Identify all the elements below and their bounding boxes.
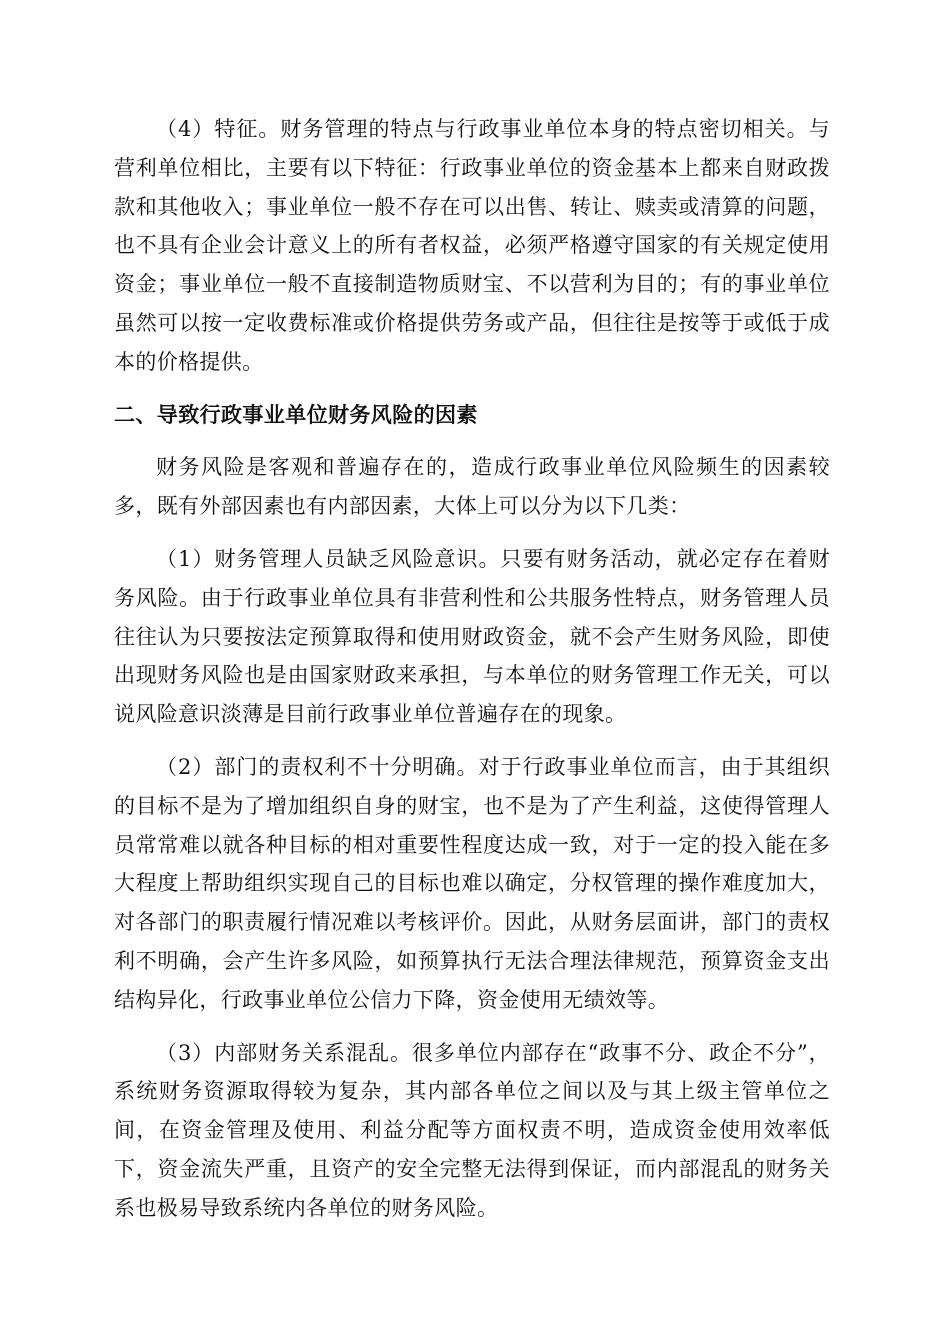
paragraph-features: （4）特征。财务管理的特点与行政事业单位本身的特点密切相关。与营利单位相比，主要有以下特征：行政事业单位的资金基本上都来自财政拨款和其他收入；事业单位一般不存在可以出售、转让、赎卖或清算的问题，也不具有企业会计意义上的所有者权益，必须严格遵守国家的有关规定使用资金；事业单位一般不直接制造物质财宝、不以营利为目的；有的事业单位虽然可以按一定收费标准或价格提供劳务或产品，但往往是按等于或低于成本的价格提供。 <box>114 117 830 374</box>
paragraph-factor-2: （2）部门的责权利不十分明确。对于行政事业单位而言，由于其组织的目标不是为了增加组织自身的财宝，也不是为了产生利益，这使得管理人员常常难以就各种目标的相对重要性程度达成一致，对于一定的投入能在多大程度上帮助组织实现自己的目标也难以确定，分权管理的操作难度加大，对各部门的职责履行情况难以考核评价。因此，从财务层面讲，部门的责权利不明确，会产生许多风险，如预算执行无法合理法律规范，预算资金支出结构异化，行政事业单位公信力下降，资金使用无绩效等。 <box>114 754 830 1012</box>
section-heading: 二、导致行政事业单位财务风险的因素 <box>114 402 478 427</box>
paragraph-intro: 财务风险是客观和普遍存在的，造成行政事业单位风险频生的因素较多，既有外部因素也有内部因素，大体上可以分为以下几类： <box>114 455 830 519</box>
paragraph-factor-1: （1）财务管理人员缺乏风险意识。只要有财务活动，就必定存在着财务风险。由于行政事业单位具有非营利性和公共服务性特点，财务管理人员往往认为只要按法定预算取得和使用财政资金，就不会产生财务风险，即使出现财务风险也是由国家财政来承担，与本单位的财务管理工作无关，可以说风险意识淡薄是目前行政事业单位普遍存在的现象。 <box>114 546 830 727</box>
document-body <box>114 110 830 1242</box>
paragraph-factor-3: （3）内部财务关系混乱。很多单位内部存在“政事不分、政企不分”，系统财务资源取得较为复杂，其内部各单位之间以及与其上级主管单位之间，在资金管理及使用、利益分配等方面权责不明，造成资金使用效率低下，资金流失严重，且资产的安全完整无法得到保证，而内部混乱的财务关系也极易导致系统内各单位的财务风险。 <box>114 1040 830 1220</box>
